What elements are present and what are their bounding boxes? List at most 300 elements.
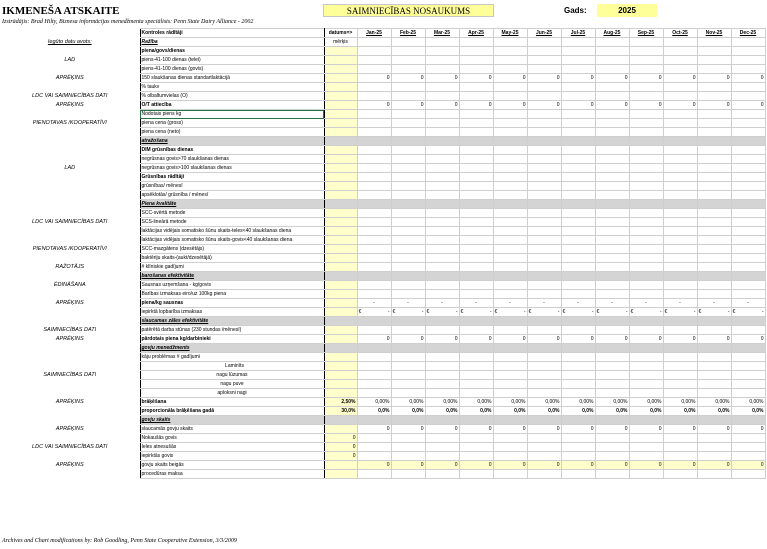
month-value-cell[interactable] xyxy=(459,92,493,101)
month-value-cell[interactable] xyxy=(459,254,493,263)
month-value-cell[interactable] xyxy=(629,65,663,74)
month-value-cell[interactable] xyxy=(697,245,731,254)
indicator-label[interactable]: piens-41-100 dienas (telei) xyxy=(140,56,324,65)
month-value-cell[interactable]: 0 xyxy=(629,335,663,344)
month-value-cell[interactable] xyxy=(561,254,595,263)
month-value-cell[interactable] xyxy=(459,380,493,389)
month-value-cell[interactable] xyxy=(357,290,391,299)
month-value-cell[interactable] xyxy=(697,452,731,461)
month-value-cell[interactable] xyxy=(697,83,731,92)
month-value-cell[interactable] xyxy=(663,128,697,137)
month-value-cell[interactable] xyxy=(391,218,425,227)
month-value-cell[interactable] xyxy=(663,56,697,65)
month-value-cell[interactable] xyxy=(493,92,527,101)
month-value-cell[interactable] xyxy=(425,371,459,380)
month-value-cell[interactable] xyxy=(459,200,493,209)
month-value-cell[interactable] xyxy=(697,110,731,119)
indicator-label[interactable]: Nokaušās govis xyxy=(140,434,324,443)
indicator-label[interactable]: % taukv xyxy=(140,83,324,92)
month-value-cell[interactable] xyxy=(595,227,629,236)
month-value-cell[interactable] xyxy=(459,137,493,146)
month-value-cell[interactable] xyxy=(493,218,527,227)
month-value-cell[interactable] xyxy=(595,173,629,182)
month-value-cell[interactable] xyxy=(425,254,459,263)
target-cell[interactable]: 30,0% xyxy=(324,407,357,416)
target-cell[interactable] xyxy=(324,218,357,227)
month-value-cell[interactable] xyxy=(391,164,425,173)
month-value-cell[interactable] xyxy=(595,263,629,272)
month-value-cell[interactable] xyxy=(663,290,697,299)
indicator-label[interactable]: slaucamas zāles efektivitāte xyxy=(140,317,324,326)
month-value-cell[interactable] xyxy=(391,263,425,272)
month-value-cell[interactable]: 0 xyxy=(697,461,731,470)
indicator-label[interactable]: DIM grūsnības dienas xyxy=(140,146,324,155)
month-value-cell[interactable] xyxy=(595,236,629,245)
month-value-cell[interactable] xyxy=(357,434,391,443)
month-value-cell[interactable]: 0 xyxy=(629,461,663,470)
month-value-cell[interactable] xyxy=(595,56,629,65)
month-value-cell[interactable]: 0 xyxy=(561,101,595,110)
month-value-cell[interactable] xyxy=(629,362,663,371)
month-value-cell[interactable] xyxy=(561,236,595,245)
month-value-cell[interactable] xyxy=(697,434,731,443)
month-value-cell[interactable] xyxy=(357,47,391,56)
month-value-cell[interactable] xyxy=(357,452,391,461)
target-cell[interactable] xyxy=(324,290,357,299)
indicator-label[interactable]: aploksni nagi xyxy=(140,389,324,398)
month-value-cell[interactable] xyxy=(391,452,425,461)
month-value-cell[interactable]: 0 xyxy=(391,101,425,110)
month-value-cell[interactable] xyxy=(493,254,527,263)
target-cell[interactable] xyxy=(324,164,357,173)
month-value-cell[interactable] xyxy=(561,389,595,398)
month-value-cell[interactable] xyxy=(629,353,663,362)
month-value-cell[interactable] xyxy=(493,119,527,128)
month-value-cell[interactable]: - xyxy=(527,299,561,308)
month-value-cell[interactable] xyxy=(731,380,765,389)
month-value-cell[interactable]: 0 xyxy=(663,74,697,83)
target-cell[interactable] xyxy=(324,56,357,65)
month-value-cell[interactable] xyxy=(595,245,629,254)
month-value-cell[interactable] xyxy=(595,137,629,146)
month-value-cell[interactable] xyxy=(425,173,459,182)
month-value-cell[interactable] xyxy=(663,326,697,335)
month-value-cell[interactable] xyxy=(731,65,765,74)
month-value-cell[interactable] xyxy=(527,308,561,317)
target-cell[interactable] xyxy=(324,182,357,191)
month-value-cell[interactable] xyxy=(561,182,595,191)
month-value-cell[interactable] xyxy=(493,38,527,47)
month-value-cell[interactable] xyxy=(391,209,425,218)
month-value-cell[interactable] xyxy=(527,38,561,47)
month-value-cell[interactable] xyxy=(391,173,425,182)
month-value-cell[interactable] xyxy=(357,362,391,371)
month-value-cell[interactable] xyxy=(425,416,459,425)
month-value-cell[interactable] xyxy=(561,317,595,326)
month-value-cell[interactable]: 0 xyxy=(731,335,765,344)
target-cell[interactable] xyxy=(324,389,357,398)
month-value-cell[interactable] xyxy=(357,209,391,218)
month-value-cell[interactable] xyxy=(493,65,527,74)
target-cell[interactable] xyxy=(324,317,357,326)
month-value-cell[interactable] xyxy=(357,56,391,65)
month-value-cell[interactable] xyxy=(629,326,663,335)
month-value-cell[interactable] xyxy=(391,470,425,479)
month-value-cell[interactable] xyxy=(697,290,731,299)
month-value-cell[interactable] xyxy=(629,263,663,272)
month-value-cell[interactable] xyxy=(629,191,663,200)
month-value-cell[interactable]: 0,00% xyxy=(561,398,595,407)
month-value-cell[interactable] xyxy=(629,227,663,236)
month-value-cell[interactable] xyxy=(731,182,765,191)
month-value-cell[interactable] xyxy=(357,416,391,425)
month-value-cell[interactable] xyxy=(391,191,425,200)
month-value-cell[interactable] xyxy=(629,164,663,173)
month-value-cell[interactable] xyxy=(391,65,425,74)
month-value-cell[interactable] xyxy=(493,272,527,281)
month-value-cell[interactable] xyxy=(731,317,765,326)
month-value-cell[interactable] xyxy=(527,470,561,479)
target-cell[interactable]: mērķis xyxy=(324,38,357,47)
month-value-cell[interactable] xyxy=(357,317,391,326)
month-value-cell[interactable] xyxy=(425,317,459,326)
month-value-cell[interactable] xyxy=(425,263,459,272)
month-value-cell[interactable] xyxy=(731,344,765,353)
month-value-cell[interactable] xyxy=(459,452,493,461)
month-value-cell[interactable] xyxy=(459,83,493,92)
indicator-label[interactable]: pārdotais piena kg/darbinieki xyxy=(140,335,324,344)
month-value-cell[interactable] xyxy=(425,236,459,245)
month-value-cell[interactable] xyxy=(425,353,459,362)
month-value-cell[interactable]: - xyxy=(731,299,765,308)
month-value-cell[interactable] xyxy=(459,218,493,227)
month-value-cell[interactable] xyxy=(595,290,629,299)
month-value-cell[interactable] xyxy=(425,191,459,200)
month-value-cell[interactable] xyxy=(459,182,493,191)
month-value-cell[interactable]: 0,0% xyxy=(595,407,629,416)
month-value-cell[interactable] xyxy=(663,452,697,461)
month-value-cell[interactable] xyxy=(663,362,697,371)
month-value-cell[interactable] xyxy=(663,443,697,452)
month-value-cell[interactable] xyxy=(357,128,391,137)
month-value-cell[interactable] xyxy=(663,227,697,236)
month-value-cell[interactable] xyxy=(459,263,493,272)
month-value-cell[interactable] xyxy=(629,272,663,281)
month-value-cell[interactable] xyxy=(425,56,459,65)
month-value-cell[interactable] xyxy=(595,110,629,119)
month-value-cell[interactable]: - xyxy=(459,299,493,308)
month-value-cell[interactable] xyxy=(459,308,493,317)
month-value-cell[interactable] xyxy=(663,236,697,245)
month-value-cell[interactable] xyxy=(527,371,561,380)
month-value-cell[interactable] xyxy=(629,110,663,119)
month-value-cell[interactable] xyxy=(561,218,595,227)
month-value-cell[interactable] xyxy=(391,380,425,389)
month-value-cell[interactable] xyxy=(391,236,425,245)
month-value-cell[interactable] xyxy=(629,146,663,155)
month-value-cell[interactable] xyxy=(527,353,561,362)
month-value-cell[interactable] xyxy=(629,173,663,182)
month-value-cell[interactable]: 0 xyxy=(391,425,425,434)
month-value-cell[interactable] xyxy=(357,443,391,452)
month-value-cell[interactable] xyxy=(663,254,697,263)
month-value-cell[interactable] xyxy=(527,281,561,290)
target-cell[interactable] xyxy=(324,128,357,137)
month-value-cell[interactable] xyxy=(493,371,527,380)
month-value-cell[interactable] xyxy=(561,92,595,101)
month-value-cell[interactable] xyxy=(459,416,493,425)
month-value-cell[interactable] xyxy=(425,128,459,137)
month-value-cell[interactable] xyxy=(459,119,493,128)
month-value-cell[interactable]: 0,0% xyxy=(357,407,391,416)
month-value-cell[interactable] xyxy=(527,209,561,218)
month-value-cell[interactable]: 0,00% xyxy=(425,398,459,407)
target-cell[interactable] xyxy=(324,326,357,335)
target-cell[interactable] xyxy=(324,263,357,272)
month-value-cell[interactable] xyxy=(663,470,697,479)
month-value-cell[interactable]: 0 xyxy=(527,461,561,470)
month-value-cell[interactable] xyxy=(527,254,561,263)
target-cell[interactable] xyxy=(324,146,357,155)
month-value-cell[interactable] xyxy=(663,317,697,326)
month-value-cell[interactable] xyxy=(595,452,629,461)
month-value-cell[interactable] xyxy=(459,146,493,155)
month-value-cell[interactable] xyxy=(459,65,493,74)
month-value-cell[interactable] xyxy=(493,281,527,290)
target-cell[interactable] xyxy=(324,308,357,317)
month-value-cell[interactable] xyxy=(493,182,527,191)
target-cell[interactable] xyxy=(324,137,357,146)
month-value-cell[interactable]: 0 xyxy=(731,425,765,434)
month-value-cell[interactable] xyxy=(697,38,731,47)
month-value-cell[interactable]: 0 xyxy=(561,461,595,470)
month-value-cell[interactable] xyxy=(731,137,765,146)
month-value-cell[interactable] xyxy=(595,326,629,335)
month-value-cell[interactable] xyxy=(459,353,493,362)
target-cell[interactable] xyxy=(324,209,357,218)
month-value-cell[interactable] xyxy=(493,452,527,461)
month-value-cell[interactable] xyxy=(425,155,459,164)
month-value-cell[interactable] xyxy=(697,218,731,227)
month-value-cell[interactable]: 0 xyxy=(357,74,391,83)
month-value-cell[interactable] xyxy=(663,38,697,47)
month-value-cell[interactable] xyxy=(425,209,459,218)
month-value-cell[interactable] xyxy=(697,164,731,173)
month-value-cell[interactable] xyxy=(629,443,663,452)
month-value-cell[interactable] xyxy=(595,218,629,227)
month-value-cell[interactable] xyxy=(697,92,731,101)
month-value-cell[interactable] xyxy=(629,344,663,353)
month-value-cell[interactable] xyxy=(595,353,629,362)
month-value-cell[interactable] xyxy=(425,218,459,227)
month-value-cell[interactable] xyxy=(629,452,663,461)
month-value-cell[interactable] xyxy=(629,200,663,209)
month-value-cell[interactable]: 0,0% xyxy=(629,407,663,416)
month-value-cell[interactable] xyxy=(527,200,561,209)
indicator-label[interactable]: SCS-lineārā metode xyxy=(140,218,324,227)
month-value-cell[interactable] xyxy=(527,443,561,452)
month-value-cell[interactable] xyxy=(731,227,765,236)
indicator-label[interactable]: negrūsnas govis>100 slaukšanas dienas xyxy=(140,164,324,173)
month-value-cell[interactable] xyxy=(561,416,595,425)
month-value-cell[interactable] xyxy=(663,137,697,146)
month-value-cell[interactable] xyxy=(391,146,425,155)
month-value-cell[interactable] xyxy=(663,155,697,164)
month-value-cell[interactable] xyxy=(425,227,459,236)
month-value-cell[interactable] xyxy=(697,128,731,137)
month-value-cell[interactable] xyxy=(561,434,595,443)
month-value-cell[interactable] xyxy=(663,119,697,128)
month-value-cell[interactable]: 0 xyxy=(527,425,561,434)
month-value-cell[interactable] xyxy=(731,38,765,47)
target-cell[interactable] xyxy=(324,344,357,353)
month-value-cell[interactable] xyxy=(391,272,425,281)
month-value-cell[interactable] xyxy=(731,155,765,164)
month-value-cell[interactable] xyxy=(731,434,765,443)
month-value-cell[interactable] xyxy=(561,227,595,236)
month-value-cell[interactable] xyxy=(697,236,731,245)
month-value-cell[interactable] xyxy=(595,38,629,47)
month-value-cell[interactable] xyxy=(629,470,663,479)
month-value-cell[interactable]: 0,00% xyxy=(357,398,391,407)
month-value-cell[interactable] xyxy=(595,389,629,398)
month-value-cell[interactable] xyxy=(493,47,527,56)
month-value-cell[interactable] xyxy=(357,65,391,74)
month-value-cell[interactable] xyxy=(357,155,391,164)
month-value-cell[interactable] xyxy=(595,119,629,128)
indicator-label[interactable]: Barības izmaksas eiro/uz 100kg piena xyxy=(140,290,324,299)
month-value-cell[interactable]: 0,00% xyxy=(595,398,629,407)
month-value-cell[interactable] xyxy=(561,209,595,218)
target-cell[interactable] xyxy=(324,371,357,380)
month-value-cell[interactable] xyxy=(731,371,765,380)
month-value-cell[interactable] xyxy=(561,308,595,317)
month-value-cell[interactable] xyxy=(629,371,663,380)
indicator-label[interactable]: O/T attiecība xyxy=(140,101,324,110)
month-value-cell[interactable] xyxy=(357,263,391,272)
month-value-cell[interactable] xyxy=(731,353,765,362)
month-value-cell[interactable] xyxy=(527,263,561,272)
month-value-cell[interactable] xyxy=(425,470,459,479)
month-value-cell[interactable] xyxy=(527,317,561,326)
month-value-cell[interactable] xyxy=(527,110,561,119)
month-value-cell[interactable]: 0 xyxy=(561,425,595,434)
month-value-cell[interactable]: 0 xyxy=(731,101,765,110)
month-value-cell[interactable]: 0 xyxy=(493,425,527,434)
indicator-label[interactable]: % olbaltumvielas (O) xyxy=(140,92,324,101)
indicator-label[interactable]: Laminīts xyxy=(140,362,324,371)
month-value-cell[interactable]: - xyxy=(595,299,629,308)
month-value-cell[interactable]: 0 xyxy=(629,101,663,110)
month-value-cell[interactable] xyxy=(561,443,595,452)
month-value-cell[interactable] xyxy=(663,263,697,272)
month-value-cell[interactable] xyxy=(663,92,697,101)
month-value-cell[interactable] xyxy=(527,389,561,398)
month-value-cell[interactable] xyxy=(561,119,595,128)
month-value-cell[interactable] xyxy=(357,83,391,92)
month-value-cell[interactable]: 0 xyxy=(391,74,425,83)
month-value-cell[interactable] xyxy=(357,326,391,335)
month-value-cell[interactable] xyxy=(357,38,391,47)
target-cell[interactable] xyxy=(324,461,357,470)
month-value-cell[interactable]: 0,0% xyxy=(493,407,527,416)
month-value-cell[interactable] xyxy=(493,308,527,317)
target-cell[interactable] xyxy=(324,83,357,92)
month-value-cell[interactable] xyxy=(425,290,459,299)
month-value-cell[interactable] xyxy=(527,452,561,461)
month-value-cell[interactable]: 0 xyxy=(527,335,561,344)
month-value-cell[interactable]: 0,0% xyxy=(425,407,459,416)
month-value-cell[interactable] xyxy=(663,164,697,173)
indicator-label[interactable]: patērētā darba stūnas (230 stundas /mēnesī) xyxy=(140,326,324,335)
indicator-label[interactable]: atražošana xyxy=(140,137,324,146)
indicator-label[interactable]: Sausnas uzņemšana - kg/govis xyxy=(140,281,324,290)
month-value-cell[interactable] xyxy=(663,272,697,281)
indicator-label[interactable]: slaucamās govju skaits xyxy=(140,425,324,434)
month-value-cell[interactable] xyxy=(731,200,765,209)
month-value-cell[interactable]: 0 xyxy=(459,425,493,434)
month-value-cell[interactable] xyxy=(731,290,765,299)
month-value-cell[interactable] xyxy=(731,308,765,317)
month-value-cell[interactable] xyxy=(561,371,595,380)
month-value-cell[interactable] xyxy=(731,272,765,281)
month-value-cell[interactable] xyxy=(663,281,697,290)
month-value-cell[interactable] xyxy=(561,83,595,92)
month-value-cell[interactable] xyxy=(561,155,595,164)
month-value-cell[interactable] xyxy=(561,344,595,353)
target-cell[interactable]: 0 xyxy=(324,443,357,452)
month-value-cell[interactable] xyxy=(697,389,731,398)
month-value-cell[interactable] xyxy=(493,236,527,245)
month-value-cell[interactable] xyxy=(425,65,459,74)
month-value-cell[interactable] xyxy=(595,308,629,317)
month-value-cell[interactable]: 0,00% xyxy=(493,398,527,407)
target-cell[interactable] xyxy=(324,335,357,344)
month-value-cell[interactable] xyxy=(527,47,561,56)
month-value-cell[interactable] xyxy=(391,245,425,254)
month-value-cell[interactable] xyxy=(731,281,765,290)
month-value-cell[interactable] xyxy=(595,434,629,443)
indicator-label[interactable]: Grūsnības rādītāji xyxy=(140,173,324,182)
month-value-cell[interactable] xyxy=(357,308,391,317)
month-value-cell[interactable] xyxy=(391,83,425,92)
month-value-cell[interactable] xyxy=(527,65,561,74)
target-cell[interactable] xyxy=(324,110,357,119)
month-value-cell[interactable] xyxy=(391,308,425,317)
month-value-cell[interactable] xyxy=(731,164,765,173)
month-value-cell[interactable]: 0,00% xyxy=(663,398,697,407)
month-value-cell[interactable] xyxy=(697,281,731,290)
month-value-cell[interactable] xyxy=(663,47,697,56)
month-value-cell[interactable] xyxy=(595,254,629,263)
month-value-cell[interactable] xyxy=(629,47,663,56)
month-value-cell[interactable] xyxy=(459,38,493,47)
month-value-cell[interactable]: 0 xyxy=(459,101,493,110)
month-value-cell[interactable]: 0,0% xyxy=(697,407,731,416)
target-cell[interactable] xyxy=(324,200,357,209)
month-value-cell[interactable] xyxy=(391,119,425,128)
month-value-cell[interactable] xyxy=(595,65,629,74)
month-value-cell[interactable] xyxy=(595,362,629,371)
month-value-cell[interactable]: 0 xyxy=(391,335,425,344)
month-value-cell[interactable] xyxy=(425,452,459,461)
month-value-cell[interactable] xyxy=(391,227,425,236)
month-value-cell[interactable]: 0,0% xyxy=(527,407,561,416)
month-value-cell[interactable] xyxy=(391,371,425,380)
month-value-cell[interactable] xyxy=(493,200,527,209)
month-value-cell[interactable] xyxy=(391,110,425,119)
month-value-cell[interactable]: 0 xyxy=(561,335,595,344)
